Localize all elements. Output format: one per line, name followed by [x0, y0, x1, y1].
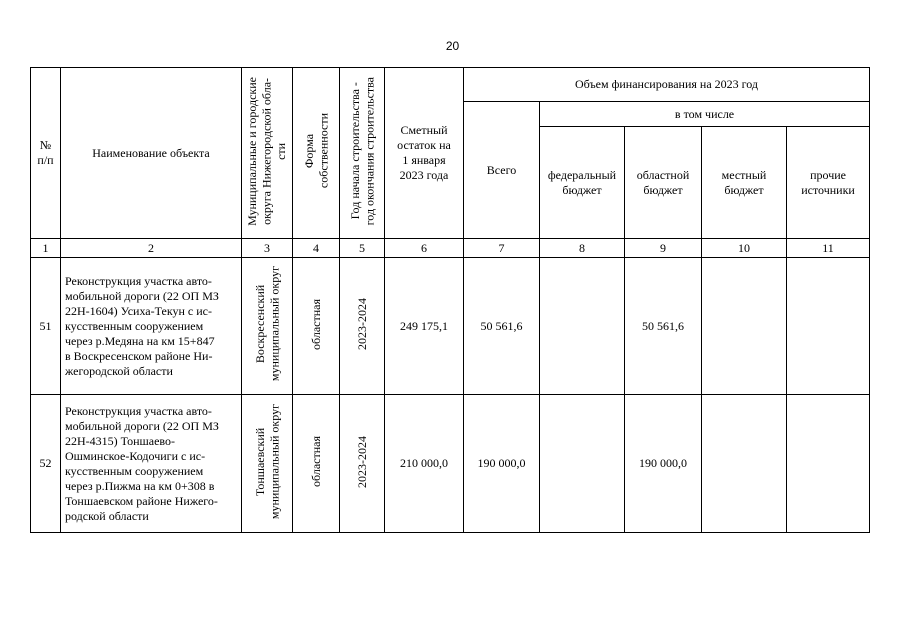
- column-numbers-row: [31, 239, 870, 258]
- ownership: областная: [308, 436, 323, 487]
- district-cell: [242, 395, 293, 533]
- header-ownership: Форма собственности: [301, 113, 330, 189]
- local-amount: [702, 395, 787, 533]
- header-object-name: Наименование объекта: [61, 68, 242, 239]
- header-district-cell: [242, 68, 293, 239]
- header-federal: федеральный бюджет: [540, 127, 625, 239]
- column-number: 6: [385, 239, 464, 258]
- column-number: 2: [61, 239, 242, 258]
- ownership-cell: [293, 258, 340, 395]
- federal-amount: [540, 258, 625, 395]
- column-number: 10: [702, 239, 787, 258]
- ownership: областная: [308, 298, 323, 350]
- header-ownership-cell: [293, 68, 340, 239]
- column-number: 7: [464, 239, 540, 258]
- header-years-cell: [340, 68, 385, 239]
- column-number: 11: [787, 239, 870, 258]
- header-row-number: № п/п: [31, 68, 61, 239]
- header-local: местный бюджет: [702, 127, 787, 239]
- header-including: в том числе: [540, 102, 870, 127]
- column-number: 9: [625, 239, 702, 258]
- district: Воскресенский муниципальный округ: [252, 266, 281, 382]
- header-remaining: Сметный остаток на 1 января 2023 года: [385, 68, 464, 239]
- total-amount: 190 000,0: [464, 395, 540, 533]
- years: 2023-2024: [354, 298, 369, 350]
- row-number: 52: [31, 395, 61, 533]
- total-amount: 50 561,6: [464, 258, 540, 395]
- row-number: 51: [31, 258, 61, 395]
- other-amount: [787, 258, 870, 395]
- object-name: Реконструкция участка авто- мобильной дороги (22 ОП МЗ 22Н-4315) Тоншаево- Ошминское-Кодочиги с ис- кусственным сооружением через р.Пижма на км 0+308 в Тоншаевском районе Нижего- родской области: [61, 395, 242, 533]
- remaining-amount: 249 175,1: [385, 258, 464, 395]
- remaining-amount: 210 000,0: [385, 395, 464, 533]
- column-number: 4: [293, 239, 340, 258]
- other-amount: [787, 395, 870, 533]
- table-row: [31, 258, 870, 395]
- header-total: Всего: [464, 102, 540, 239]
- years-cell: [340, 395, 385, 533]
- column-number: 5: [340, 239, 385, 258]
- header-other: прочие источники: [787, 127, 870, 239]
- federal-amount: [540, 395, 625, 533]
- header-years: Год начала строительства - год окончания строительства: [347, 76, 376, 226]
- table-row: [31, 395, 870, 533]
- column-number: 3: [242, 239, 293, 258]
- regional-amount: 50 561,6: [625, 258, 702, 395]
- regional-amount: 190 000,0: [625, 395, 702, 533]
- financing-table: [30, 67, 870, 533]
- years-cell: [340, 258, 385, 395]
- column-number: 8: [540, 239, 625, 258]
- page-number: 20: [445, 39, 460, 53]
- header-funding: Объем финансирования на 2023 год: [464, 68, 870, 102]
- header-district: Муниципальные и городские округа Нижегородской обла- сти: [245, 76, 289, 226]
- ownership-cell: [293, 395, 340, 533]
- years: 2023-2024: [354, 435, 369, 488]
- local-amount: [702, 258, 787, 395]
- district-cell: [242, 258, 293, 395]
- object-name: Реконструкция участка авто- мобильной дороги (22 ОП МЗ 22Н-1604) Усиха-Текун с ис- кусственным сооружением через р.Медяна на км 15+847 в Воскресенском районе Ни- жегородской области: [61, 258, 242, 395]
- district: Тоншаевский муниципальный округ: [252, 403, 281, 520]
- column-number: 1: [31, 239, 61, 258]
- header-regional: областной бюджет: [625, 127, 702, 239]
